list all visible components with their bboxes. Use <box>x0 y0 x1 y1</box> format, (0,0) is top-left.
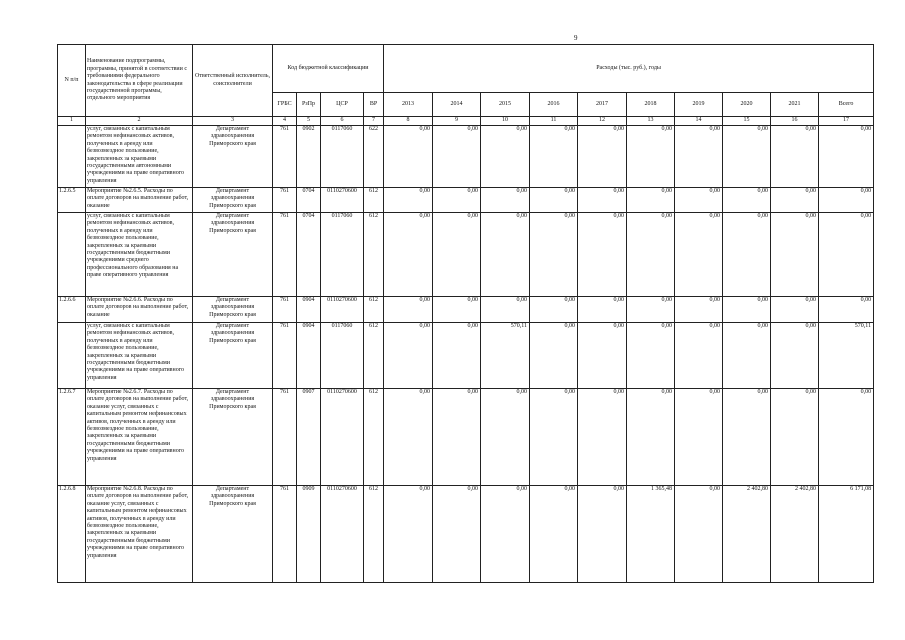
row-grbs: 761 <box>273 486 297 583</box>
row-amount: 0,00 <box>433 297 481 323</box>
column-number: 8 <box>384 117 433 126</box>
row-amount: 2 402,80 <box>723 486 771 583</box>
row-responsible: Департамент здравоохранения Приморского края <box>193 188 273 213</box>
header-total: Всего <box>819 93 874 117</box>
header-year: 2014 <box>433 93 481 117</box>
header-csr: ЦСР <box>321 93 364 117</box>
header-responsible: Ответственный исполнитель, соисполнители <box>193 45 273 117</box>
row-name: Мероприятие №2.6.8. Расходы по оплате договоров на выполнение работ, оказание услуг, связанных с капитальным ремонтом нефинансовых активов, полученных в аренду или безвозмездное пользование, закрепленных за краевыми государственными бюджетными учреждениями на праве оперативного управления <box>86 486 193 583</box>
header-kbk: Код бюджетной классификации <box>273 45 384 93</box>
row-csr: 0110270600 <box>321 486 364 583</box>
column-number: 12 <box>578 117 627 126</box>
row-amount: 0,00 <box>675 126 723 188</box>
row-vr: 612 <box>364 188 384 213</box>
row-amount: 0,00 <box>578 126 627 188</box>
row-grbs: 761 <box>273 297 297 323</box>
row-amount: 0,00 <box>530 188 578 213</box>
row-name: услуг, связанных с капитальным ремонтом нефинансовых активов, полученных в аренду или безвозмездное пользование, закрепленных за краевыми государственными бюджетными учреждениями среднего профессионального образования на праве оперативного управления <box>86 213 193 297</box>
column-number: 17 <box>819 117 874 126</box>
row-rzpr: 0904 <box>297 323 321 389</box>
table-row <box>58 297 874 323</box>
row-amount: 0,00 <box>530 297 578 323</box>
column-number: 13 <box>627 117 675 126</box>
row-amount: 0,00 <box>384 297 433 323</box>
row-vr: 612 <box>364 323 384 389</box>
row-grbs: 761 <box>273 126 297 188</box>
row-amount: 0,00 <box>384 126 433 188</box>
row-amount: 0,00 <box>771 297 819 323</box>
row-amount: 0,00 <box>723 389 771 486</box>
table-row <box>58 188 874 213</box>
header-expenses: Расходы (тыс. руб.), годы <box>384 45 874 93</box>
row-amount: 0,00 <box>481 389 530 486</box>
row-csr: 0110270600 <box>321 389 364 486</box>
row-amount: 1 365,48 <box>627 486 675 583</box>
column-number: 9 <box>433 117 481 126</box>
header-year: 2019 <box>675 93 723 117</box>
row-code <box>58 213 86 297</box>
table-row <box>58 486 874 583</box>
row-amount: 0,00 <box>627 389 675 486</box>
row-csr: 0117060 <box>321 213 364 297</box>
row-rzpr: 0907 <box>297 389 321 486</box>
column-number: 6 <box>321 117 364 126</box>
row-amount: 0,00 <box>433 213 481 297</box>
row-amount: 0,00 <box>578 188 627 213</box>
row-csr: 0117060 <box>321 126 364 188</box>
header-year: 2017 <box>578 93 627 117</box>
row-amount: 0,00 <box>433 323 481 389</box>
row-responsible: Департамент здравоохранения Приморского края <box>193 323 273 389</box>
column-number: 4 <box>273 117 297 126</box>
row-name: Мероприятие №2.6.7. Расходы по оплате договоров на выполнение работ, оказание услуг, связанных с капитальным ремонтом нефинансовых активов, полученных в аренду или безвозмездное пользование, закрепленных за краевыми государственными бюджетными учреждениями на праве оперативного управления <box>86 389 193 486</box>
header-year: 2013 <box>384 93 433 117</box>
row-name: услуг, связанных с капитальным ремонтом нефинансовых активов, полученных в аренду или безвозмездное пользование, закрепленных за краевыми государственными бюджетными учреждениями на праве оперативного управления <box>86 323 193 389</box>
table-row <box>58 323 874 389</box>
row-amount: 0,00 <box>627 297 675 323</box>
row-amount: 0,00 <box>384 389 433 486</box>
row-amount: 0,00 <box>675 213 723 297</box>
row-amount: 0,00 <box>433 126 481 188</box>
row-vr: 612 <box>364 213 384 297</box>
row-grbs: 761 <box>273 188 297 213</box>
row-total: 0,00 <box>819 213 874 297</box>
row-csr: 0110270600 <box>321 297 364 323</box>
header-year: 2020 <box>723 93 771 117</box>
row-amount: 0,00 <box>675 323 723 389</box>
row-amount: 0,00 <box>530 389 578 486</box>
column-number: 10 <box>481 117 530 126</box>
header-name: Наименование подпрограммы, программы, принятой в соответствии с требованиями федерального законодательства в сфере реализации государственной программы, отдельного мероприятия <box>86 45 193 117</box>
row-responsible: Департамент здравоохранения Приморского края <box>193 126 273 188</box>
row-total: 570,11 <box>819 323 874 389</box>
row-grbs: 761 <box>273 323 297 389</box>
table-row <box>58 389 874 486</box>
row-amount: 0,00 <box>530 126 578 188</box>
table-row <box>58 126 874 188</box>
column-number: 11 <box>530 117 578 126</box>
row-amount: 0,00 <box>530 213 578 297</box>
row-amount: 0,00 <box>675 188 723 213</box>
row-amount: 0,00 <box>675 297 723 323</box>
row-vr: 612 <box>364 389 384 486</box>
header-rzpr: РзПр <box>297 93 321 117</box>
row-amount: 0,00 <box>771 323 819 389</box>
row-rzpr: 0904 <box>297 297 321 323</box>
row-amount: 2 402,80 <box>771 486 819 583</box>
row-total: 0,00 <box>819 188 874 213</box>
row-amount: 0,00 <box>384 188 433 213</box>
row-code <box>58 126 86 188</box>
row-code <box>58 323 86 389</box>
row-total: 6 171,08 <box>819 486 874 583</box>
row-amount: 0,00 <box>481 297 530 323</box>
row-name: услуг, связанных с капитальным ремонтом нефинансовых активов, полученных в аренду или безвозмездное пользование, закрепленных за краевыми государственными автономными учреждениями на праве оперативного управления <box>86 126 193 188</box>
column-number: 15 <box>723 117 771 126</box>
row-rzpr: 0704 <box>297 188 321 213</box>
row-amount: 0,00 <box>723 213 771 297</box>
column-number: 3 <box>193 117 273 126</box>
header-year: 2015 <box>481 93 530 117</box>
column-number: 14 <box>675 117 723 126</box>
row-amount: 0,00 <box>723 188 771 213</box>
row-total: 0,00 <box>819 389 874 486</box>
row-amount: 0,00 <box>481 213 530 297</box>
header-year: 2021 <box>771 93 819 117</box>
row-amount: 0,00 <box>675 486 723 583</box>
row-amount: 0,00 <box>578 389 627 486</box>
row-amount: 0,00 <box>530 486 578 583</box>
column-number-row <box>58 117 874 126</box>
row-amount: 0,00 <box>627 126 675 188</box>
row-code: 1.2.6.6 <box>58 297 86 323</box>
row-amount: 0,00 <box>530 323 578 389</box>
row-rzpr: 0909 <box>297 486 321 583</box>
row-amount: 0,00 <box>384 213 433 297</box>
row-name: Мероприятие №2.6.6. Расходы по оплате договоров на выполнение работ, оказание <box>86 297 193 323</box>
row-amount: 0,00 <box>771 126 819 188</box>
row-total: 0,00 <box>819 126 874 188</box>
row-vr: 612 <box>364 297 384 323</box>
header-year: 2016 <box>530 93 578 117</box>
page-number: 9 <box>574 34 578 42</box>
row-vr: 612 <box>364 486 384 583</box>
row-code: 1.2.6.7 <box>58 389 86 486</box>
row-amount: 0,00 <box>723 297 771 323</box>
header-vr: ВР <box>364 93 384 117</box>
column-number: 5 <box>297 117 321 126</box>
row-amount: 0,00 <box>723 126 771 188</box>
row-amount: 0,00 <box>578 297 627 323</box>
row-amount: 0,00 <box>627 323 675 389</box>
row-csr: 0110270600 <box>321 188 364 213</box>
expenses-table <box>57 44 874 583</box>
row-amount: 0,00 <box>481 126 530 188</box>
row-amount: 0,00 <box>433 188 481 213</box>
row-grbs: 761 <box>273 213 297 297</box>
row-amount: 0,00 <box>578 486 627 583</box>
row-amount: 0,00 <box>384 486 433 583</box>
row-amount: 0,00 <box>433 486 481 583</box>
row-amount: 570,11 <box>481 323 530 389</box>
table-row <box>58 213 874 297</box>
row-responsible: Департамент здравоохранения Приморского края <box>193 213 273 297</box>
row-vr: 622 <box>364 126 384 188</box>
header-num: N п/п <box>58 45 86 117</box>
row-responsible: Департамент здравоохранения Приморского края <box>193 389 273 486</box>
row-amount: 0,00 <box>481 486 530 583</box>
row-amount: 0,00 <box>771 389 819 486</box>
row-code: 1.2.6.8 <box>58 486 86 583</box>
row-amount: 0,00 <box>433 389 481 486</box>
row-amount: 0,00 <box>578 323 627 389</box>
row-amount: 0,00 <box>578 213 627 297</box>
row-amount: 0,00 <box>627 213 675 297</box>
column-number: 2 <box>86 117 193 126</box>
column-number: 1 <box>58 117 86 126</box>
row-csr: 0117060 <box>321 323 364 389</box>
row-amount: 0,00 <box>723 323 771 389</box>
row-rzpr: 0902 <box>297 126 321 188</box>
row-total: 0,00 <box>819 297 874 323</box>
row-code: 1.2.6.5 <box>58 188 86 213</box>
column-number: 7 <box>364 117 384 126</box>
row-amount: 0,00 <box>675 389 723 486</box>
row-amount: 0,00 <box>627 188 675 213</box>
row-amount: 0,00 <box>384 323 433 389</box>
row-responsible: Департамент здравоохранения Приморского края <box>193 486 273 583</box>
column-number: 16 <box>771 117 819 126</box>
header-grbs: ГРБС <box>273 93 297 117</box>
row-amount: 0,00 <box>771 213 819 297</box>
row-rzpr: 0704 <box>297 213 321 297</box>
row-amount: 0,00 <box>481 188 530 213</box>
row-grbs: 761 <box>273 389 297 486</box>
row-responsible: Департамент здравоохранения Приморского края <box>193 297 273 323</box>
row-amount: 0,00 <box>771 188 819 213</box>
header-year: 2018 <box>627 93 675 117</box>
row-name: Мероприятие №2.6.5. Расходы по оплате договоров на выполнение работ, оказание <box>86 188 193 213</box>
